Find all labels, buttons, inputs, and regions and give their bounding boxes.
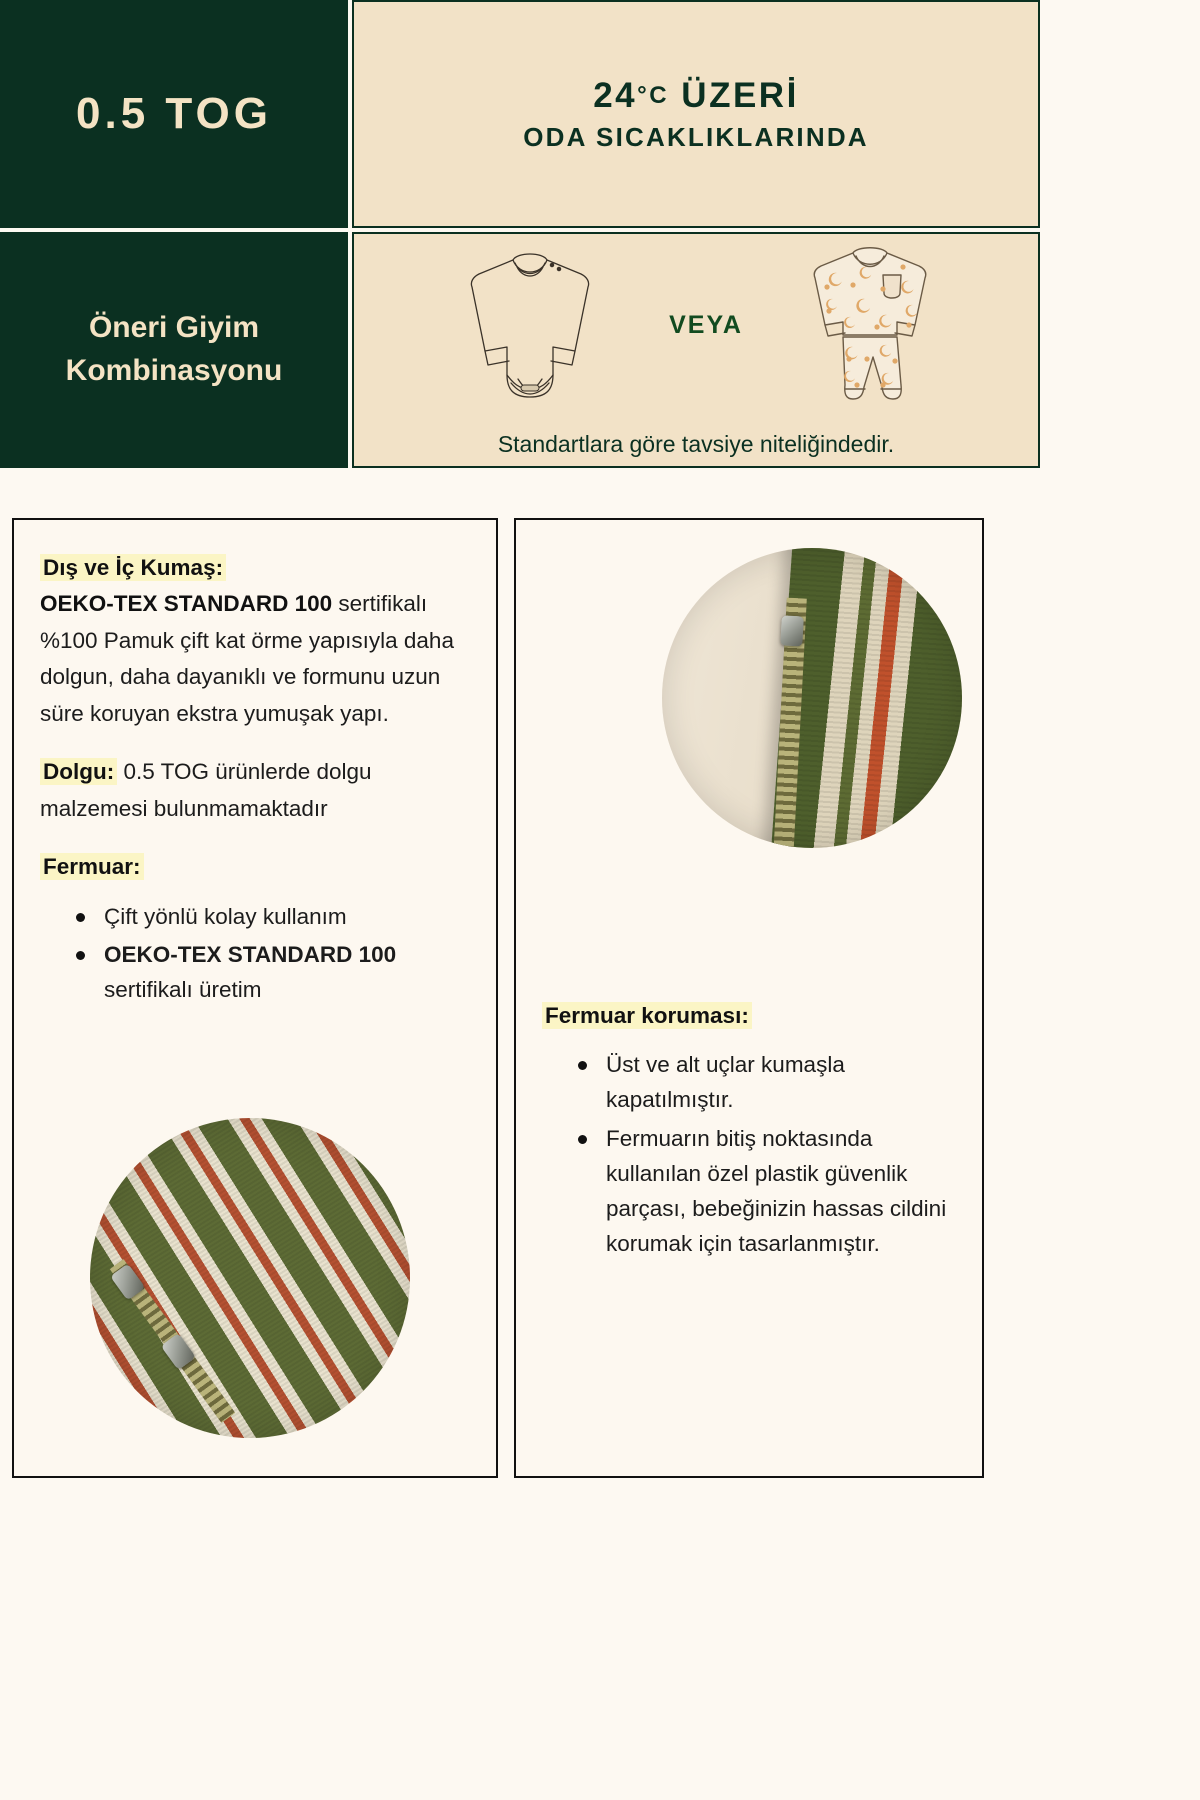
zipper-bullet-1-text: Çift yönlü kolay kullanım <box>104 903 347 929</box>
or-separator-label: VEYA <box>669 310 743 339</box>
recommendation-label <box>66 307 283 392</box>
filling-heading: Dolgu: <box>40 758 117 785</box>
pajama-set-illustration <box>787 239 957 411</box>
outfit-illustration-cell <box>352 232 1040 468</box>
temperature-main-line <box>593 76 799 116</box>
top-specification-block <box>0 0 1040 468</box>
protection-heading: Fermuar koruması: <box>542 1002 752 1029</box>
protection-bullet-2: Fermuarın bitiş noktasında kullanılan özel plastik güvenlik parçası, bebeğinizin hassas cildini korumak için tasarlanmıştır. <box>606 1126 947 1256</box>
temperature-sub-line: ODA SICAKLIKLARINDA <box>523 121 869 152</box>
zipper-closeup-photo-bottom <box>90 1118 410 1438</box>
protection-feature-list <box>542 1048 956 1261</box>
protection-heading-wrap <box>542 998 956 1034</box>
photo-vignette <box>662 548 962 848</box>
fabric-section <box>40 550 470 732</box>
filling-body-text: 0.5 TOG ürünlerde dolgu malzemesi bulunmamaktadır <box>40 759 372 821</box>
zipper-closeup-photo-top <box>662 548 962 848</box>
temperature-number: 24 <box>593 75 638 115</box>
zipper-heading: Fermuar: <box>40 853 144 880</box>
bodysuit-illustration <box>435 243 625 408</box>
fabric-certification-name: OEKO-TEX STANDARD 100 <box>40 591 333 617</box>
recommendation-label-line2: Kombinasyonu <box>65 354 283 387</box>
protection-bullet-1: Üst ve alt uçlar kumaşla kapatılmıştır. <box>606 1052 845 1113</box>
list-item <box>70 938 470 1008</box>
zipper-feature-list <box>40 900 470 1009</box>
list-item <box>572 1048 956 1118</box>
degree-unit: °C <box>637 81 670 109</box>
standards-footnote: Standartlara göre tavsiye niteliğindedir. <box>497 431 895 457</box>
list-item <box>70 900 470 935</box>
temperature-suffix: ÜZERİ <box>669 75 799 115</box>
list-item <box>572 1122 956 1262</box>
tog-rating-value: 0.5 TOG <box>76 89 272 138</box>
fabric-heading: Dış ve İç Kumaş: <box>40 554 226 581</box>
zipper-bullet-2-text: sertifikalı üretim <box>104 977 262 1003</box>
filling-section <box>40 754 470 827</box>
fabric-body-text: sertifikalı %100 Pamuk çift kat örme yapısıyla daha dolgun, daha dayanıklı ve formunu uzun süre koruyan ekstra yumuşak yapı. <box>40 591 454 726</box>
recommendation-label-cell <box>0 232 348 468</box>
photo-vignette <box>90 1118 410 1438</box>
recommendation-label-line1: Öneri Giyim <box>88 311 260 345</box>
zipper-section-heading-wrap <box>40 849 470 885</box>
temperature-range-cell <box>352 0 1040 228</box>
outfit-row <box>354 240 1038 410</box>
tog-rating-cell <box>0 0 348 228</box>
zipper-bullet-2-bold: OEKO-TEX STANDARD 100 <box>104 942 397 968</box>
